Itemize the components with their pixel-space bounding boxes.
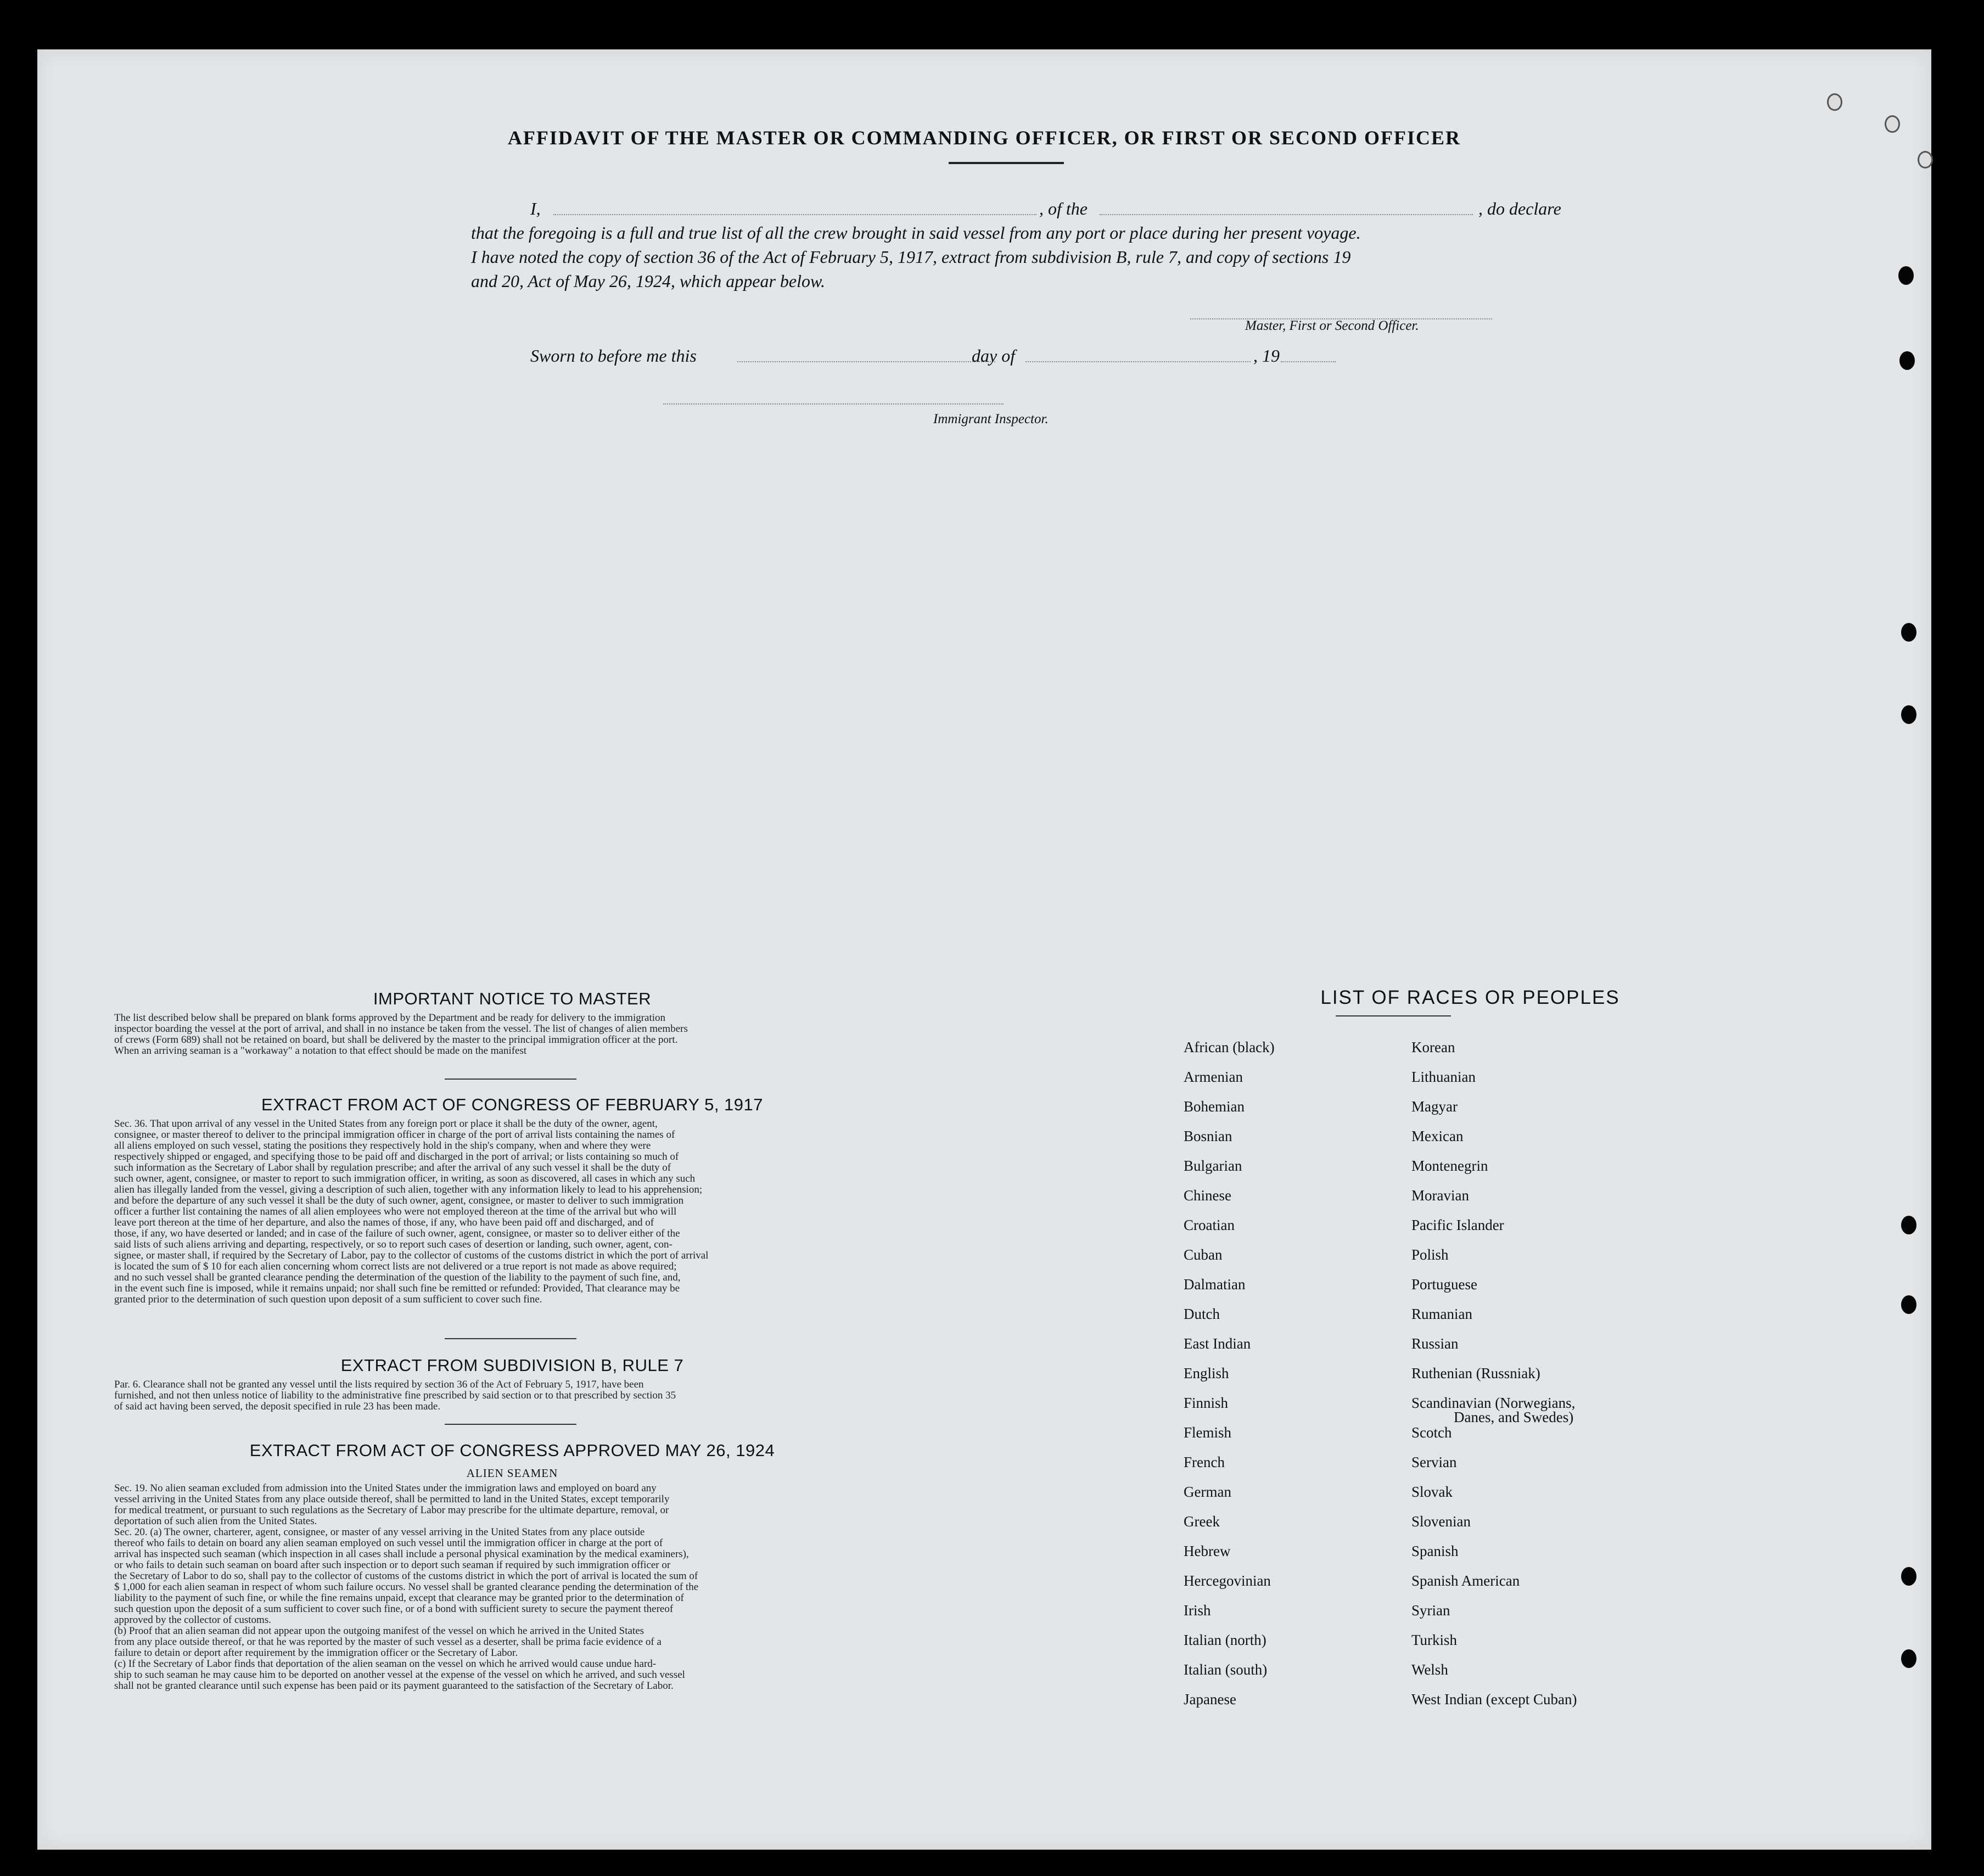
- sworn-day-field[interactable]: [737, 361, 995, 362]
- extract-1924-line: from any place outside thereof, or that he was reported by the master of such vessel as a deserter, shall be prima facie evidence of a: [114, 1636, 662, 1648]
- binder-hole-icon: [1901, 705, 1916, 724]
- affidavit-i-label: I,: [530, 199, 541, 218]
- extract-1917-line: and before the departure of any such vessel it shall be the duty of such owner, agent, consignee, or master to deliver to such immigration: [114, 1195, 684, 1206]
- affidavit-line-2: that the foregoing is a full and true list of all the crew brought in said vessel from any port or place during her present voyage.: [471, 223, 1361, 243]
- extract-1917-line: signee, or master shall, if required by the Secretary of Labor, pay to the collector of customs of the customs district in which the port of arrival: [114, 1250, 709, 1261]
- extract-1917-line: in the event such fine is imposed, while it remains unpaid; nor shall such fine be remitted or refunded: Provided, That clearance may be: [114, 1283, 680, 1294]
- notice-body: [114, 1013, 910, 1057]
- race-item: Japanese: [1184, 1691, 1236, 1708]
- sworn-year-field[interactable]: [1281, 361, 1336, 362]
- affidavit-title: AFFIDAVIT OF THE MASTER OR COMMANDING OFFICER, OR FIRST OR SECOND OFFICER: [507, 127, 1461, 149]
- race-item: West Indian (except Cuban): [1411, 1691, 1577, 1708]
- race-item: Lithuanian: [1411, 1069, 1476, 1085]
- affidavit-line-3: I have noted the copy of section 36 of the Act of February 5, 1917, extract from subdivision B, rule 7, and copy of sections 19: [471, 247, 1351, 267]
- races-heading: LIST OF RACES OR PEOPLES: [1320, 987, 1620, 1008]
- extract-1917-line: is located the sum of $ 10 for each alien concerning whom correct lists are not delivered or a true report is not made as above required;: [114, 1261, 677, 1272]
- race-item: Russian: [1411, 1335, 1459, 1352]
- master-signature-label: Master, First or Second Officer.: [1245, 318, 1419, 333]
- notice-line: When an arriving seaman is a "workaway" a notation to that effect should be made on the manifest: [114, 1045, 527, 1057]
- binder-hole-icon: [1827, 93, 1842, 111]
- extract-1924-line: or who fails to detain such seaman on board after such inspection or to deport such seaman if required by such immigration officer or: [114, 1559, 671, 1571]
- extract-1917-line: such information as the Secretary of Labor shall by regulation prescribe; and after the arrival of any such vessel it shall be the duty of: [114, 1162, 671, 1173]
- binder-hole-icon: [1901, 1295, 1916, 1314]
- race-item: Dalmatian: [1184, 1276, 1246, 1293]
- extract-rule7-line: of said act having been served, the deposit specified in rule 23 has been made.: [114, 1401, 441, 1412]
- extract-1924-body: [114, 1483, 910, 1692]
- extract-1924-line: Sec. 20. (a) The owner, charterer, agent, consignee, or master of any vessel arriving in the United States from any place outside: [114, 1526, 645, 1538]
- binder-hole-icon: [1901, 1216, 1916, 1234]
- extract-1917-body: [114, 1119, 910, 1305]
- extract-1917-line: and no such vessel shall be granted clearance pending the determination of the question of the liability to the payment of such fine, and,: [114, 1272, 681, 1283]
- race-item: Italian (south): [1184, 1661, 1268, 1678]
- extract-1917-line: alien has illegally landed from the vessel, giving a description of such alien, together with any information likely to lead to his apprehension;: [114, 1184, 703, 1195]
- extract-1924-line: vessel arriving in the United States from any place outside thereof, shall be permitted to land in the United States, except temporarily: [114, 1493, 670, 1505]
- extract-1924-line: ship to such seaman he may cause him to be deported on another vessel at the expense of the vessel on which he arrived, and such vessel: [114, 1669, 685, 1681]
- race-item-continued: Danes, and Swedes): [1454, 1409, 1574, 1425]
- extract-1924-line: thereof who fails to detain on board any alien seaman employed on such vessel until the immigration officer in charge at the port of: [114, 1537, 663, 1549]
- divider: [445, 1079, 576, 1080]
- day-of-label: day of: [972, 346, 1016, 366]
- race-item: Bohemian: [1184, 1098, 1245, 1115]
- extract-1917-line: leave port thereon at the time of her departure, and also the names of those, if any, who have been paid off and discharged, and of: [114, 1217, 654, 1228]
- binder-hole-icon: [1918, 151, 1933, 168]
- race-item: Rumanian: [1411, 1306, 1472, 1322]
- race-item: Moravian: [1411, 1187, 1469, 1204]
- race-item: Scandinavian (Norwegians,: [1411, 1395, 1576, 1411]
- race-item: Dutch: [1184, 1306, 1220, 1322]
- extract-1917-heading: EXTRACT FROM ACT OF CONGRESS OF FEBRUARY 5, 1917: [261, 1095, 764, 1114]
- binder-hole-icon: [1901, 1567, 1916, 1586]
- race-item: Croatian: [1184, 1217, 1235, 1233]
- race-item: Portuguese: [1411, 1276, 1477, 1293]
- race-item: French: [1184, 1454, 1225, 1470]
- race-item: Spanish: [1411, 1543, 1459, 1559]
- document-page: [37, 49, 1931, 1850]
- race-item: Pacific Islander: [1411, 1217, 1504, 1233]
- extract-1924-line: liability to the payment of such fine, or while the fine remains unpaid, except that clearance may be granted prior to the determination of: [114, 1592, 684, 1604]
- extract-1924-line: the Secretary of Labor to do so, shall pay to the collector of customs of the customs district in which the port of arrival is located the sum of: [114, 1570, 698, 1582]
- extract-1924-line: shall not be granted clearance until such expense has been paid or its payment guaranteed to the satisfaction of the Secretary of Labor.: [114, 1680, 674, 1692]
- race-item: English: [1184, 1365, 1229, 1381]
- binder-hole-icon: [1899, 351, 1915, 370]
- extract-1924-line: (b) Proof that an alien seaman did not appear upon the outgoing manifest of the vessel on which he arrived in the United States: [114, 1625, 644, 1637]
- title-rule: [949, 162, 1064, 164]
- race-item: Finnish: [1184, 1395, 1229, 1411]
- affidavit-line-4: and 20, Act of May 26, 1924, which appear below.: [471, 271, 825, 291]
- race-item: Korean: [1411, 1039, 1455, 1055]
- binder-hole-icon: [1901, 1649, 1916, 1668]
- extract-1924-line: Sec. 19. No alien seaman excluded from admission into the United States under the immigration laws and employed on board any: [114, 1482, 657, 1494]
- race-item: Hercegovinian: [1184, 1572, 1271, 1589]
- race-item: Mexican: [1411, 1128, 1464, 1144]
- extract-1924-line: such question upon the deposit of a sum sufficient to cover such fine, or of a bond with sufficient surety to secure the payment thereof: [114, 1603, 674, 1615]
- races-heading-rule: [1336, 1015, 1451, 1016]
- race-item: Slovenian: [1411, 1513, 1471, 1530]
- extract-1924-heading: EXTRACT FROM ACT OF CONGRESS APPROVED MAY 26, 1924: [249, 1441, 775, 1460]
- extract-1924-line: approved by the collector of customs.: [114, 1614, 271, 1626]
- race-item: Ruthenian (Russniak): [1411, 1365, 1540, 1381]
- race-item: Syrian: [1411, 1602, 1450, 1619]
- extract-rule7-line: Par. 6. Clearance shall not be granted any vessel until the lists required by section 36 of the Act of February 5, 1917, have been: [114, 1379, 644, 1390]
- binder-hole-icon: [1898, 266, 1914, 285]
- extract-1924-line: for medical treatment, or pursuant to such regulations as the Secretary of Labor may prescribe for the ultimate departure, removal, or: [114, 1504, 669, 1516]
- sworn-label: Sworn to before me this: [530, 346, 697, 366]
- extract-1924-line: arrival has inspected such seaman (which inspection in all cases shall include a personal physical examination by the medical examiners),: [114, 1548, 689, 1560]
- extract-1924-line: deportation of such alien from the United States.: [114, 1515, 317, 1527]
- divider: [445, 1424, 576, 1425]
- race-item: Scotch: [1411, 1424, 1452, 1441]
- extract-1917-line: all aliens employed on such vessel, stating the positions they respectively hold in the ship's company, when and where they were: [114, 1140, 651, 1152]
- race-item: Cuban: [1184, 1246, 1223, 1263]
- extract-1924-line: $ 1,000 for each alien seaman in respect of whom such failure occurs. No vessel shall be granted clearance pending the determination of the: [114, 1581, 699, 1593]
- race-item: Magyar: [1411, 1098, 1458, 1115]
- extract-rule7-heading: EXTRACT FROM SUBDIVISION B, RULE 7: [340, 1356, 684, 1375]
- extract-1924-subheading: ALIEN SEAMEN: [466, 1467, 558, 1480]
- race-item: Bosnian: [1184, 1128, 1232, 1144]
- race-item: East Indian: [1184, 1335, 1251, 1352]
- notice-line: The list described below shall be prepared on blank forms approved by the Department and be ready for delivery to the immigration: [114, 1012, 666, 1024]
- extract-1917-line: respectively shipped or engaged, and specifying those to be paid off and discharged in the port of arrival; or lists containing so much of: [114, 1151, 679, 1162]
- extract-1917-line: said lists of such aliens arriving and departing, respectively, or so to report such cases of desertion or landing, such owner, agent, con-: [114, 1239, 672, 1250]
- race-item: Turkish: [1411, 1632, 1458, 1648]
- inspector-label: Immigrant Inspector.: [933, 412, 1049, 426]
- race-item: Spanish American: [1411, 1572, 1520, 1589]
- race-item: Bulgarian: [1184, 1158, 1242, 1174]
- race-item: Italian (north): [1184, 1632, 1266, 1648]
- affidavit-declare-label: , do declare: [1478, 199, 1561, 218]
- notice-line: inspector boarding the vessel at the port of arrival, and shall in no instance be taken from the vessel. The list of changes of alien members: [114, 1023, 688, 1035]
- race-item: African (black): [1184, 1039, 1275, 1055]
- race-item: Hebrew: [1184, 1543, 1231, 1559]
- extract-1917-line: such owner, agent, consignee, or master to report to such immigration officer, in writing, as soon as discovered, all cases in which any such: [114, 1173, 696, 1184]
- race-item: Chinese: [1184, 1187, 1231, 1204]
- race-item: Welsh: [1411, 1661, 1448, 1678]
- extract-1917-line: officer a further list containing the names of all alien employees who were not employed thereon at the time of the arrival but who will: [114, 1206, 677, 1217]
- race-item: Slovak: [1411, 1484, 1453, 1500]
- extract-1917-line: those, if any, wo have deserted or landed; and in case of the failure of such owner, agent, consignee, or master so to deliver either of the: [114, 1228, 680, 1239]
- extract-1917-line: granted prior to the determination of such question upon deposit of a sum sufficient to cover such fine.: [114, 1294, 542, 1305]
- race-item: Armenian: [1184, 1069, 1243, 1085]
- race-item: Polish: [1411, 1246, 1449, 1263]
- binder-hole-icon: [1901, 623, 1916, 642]
- race-item: German: [1184, 1484, 1231, 1500]
- race-item: Montenegrin: [1411, 1158, 1488, 1174]
- extract-rule7-body: [114, 1379, 910, 1412]
- extract-1924-line: (c) If the Secretary of Labor finds that deportation of the alien seaman on the vessel on which he arrived would cause undue hard-: [114, 1658, 657, 1670]
- year-label: , 19: [1253, 346, 1280, 366]
- divider: [445, 1338, 576, 1339]
- race-item: Irish: [1184, 1602, 1211, 1619]
- binder-hole-icon: [1885, 115, 1900, 133]
- race-item: Flemish: [1184, 1424, 1232, 1441]
- inspector-signature-field[interactable]: [663, 403, 1004, 405]
- extract-1917-line: consignee, or master thereof to deliver to the principal immigration officer in charge of the port of arrival lists containing the names of: [114, 1129, 675, 1141]
- extract-1917-line: Sec. 36. That upon arrival of any vessel in the United States from any foreign port or place it shall be the duty of the owner, agent,: [114, 1118, 658, 1130]
- affidavit-of-the-label: , of the: [1039, 199, 1088, 218]
- vessel-rank-field[interactable]: [1100, 214, 1473, 215]
- extract-rule7-line: furnished, and not then unless notice of liability to the administrative fine prescribed by said section or to that prescribed by section 35: [114, 1390, 676, 1401]
- notice-line: of crews (Form 689) shall not be retained on board, but shall be delivered by the master to the principal immigration officer at the port.: [114, 1034, 678, 1046]
- notice-heading: IMPORTANT NOTICE TO MASTER: [373, 989, 652, 1008]
- sworn-month-field[interactable]: [1025, 361, 1251, 362]
- declarant-name-field[interactable]: [553, 214, 1036, 215]
- race-item: Servian: [1411, 1454, 1457, 1470]
- race-item: Greek: [1184, 1513, 1220, 1530]
- extract-1924-line: failure to detain or deport after requirement by the immigration officer or the Secretary of Labor.: [114, 1647, 518, 1659]
